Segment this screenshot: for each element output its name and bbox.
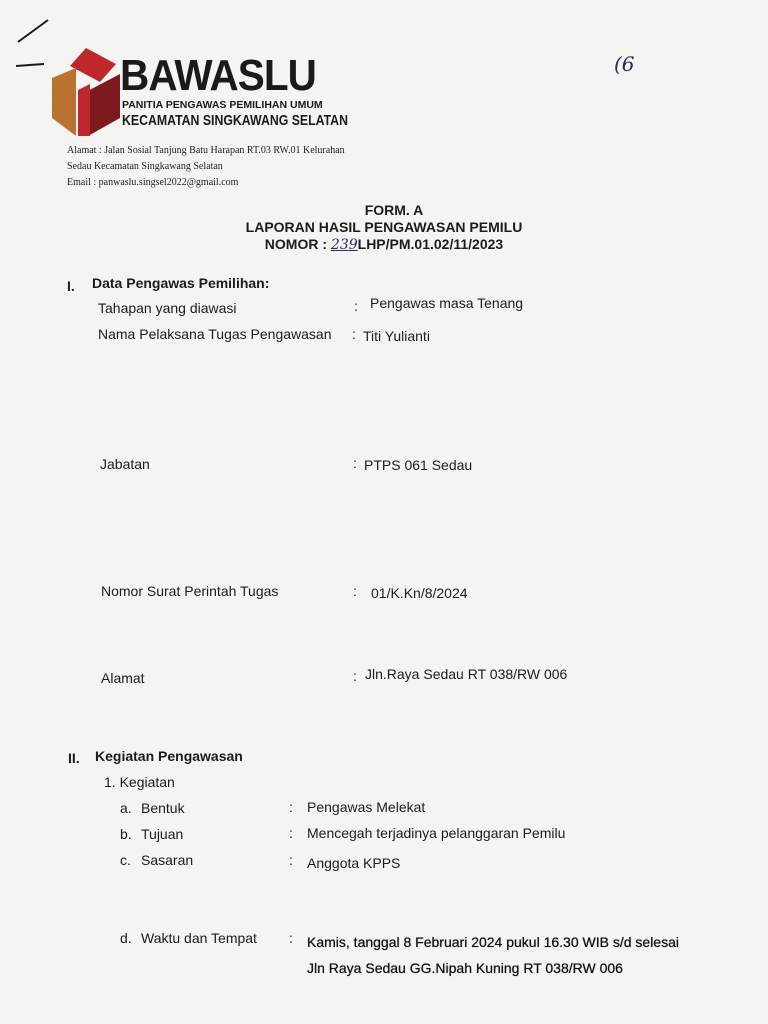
row-label: Tahapan yang diawasi (98, 300, 237, 316)
section-1-number: I. (67, 278, 75, 294)
row-label: Nomor Surat Perintah Tugas (101, 583, 279, 599)
org-subtitle-1: PANITIA PENGAWAS PEMILIHAN UMUM (122, 99, 323, 111)
address-line-1: Alamat : Jalan Sosial Tanjung Batu Harapan RT.03 RW.01 Kelurahan (67, 145, 345, 156)
item-value: Kamis, tanggal 8 Februari 2024 pukul 16.30 WIB s/d selesai (307, 934, 679, 950)
item-value: Pengawas Melekat (307, 799, 426, 815)
row-colon: : (353, 668, 357, 684)
item-colon: : (289, 799, 293, 815)
item-letter: a. (120, 800, 132, 816)
section-2-number: II. (68, 750, 80, 766)
report-number (0, 236, 768, 253)
item-label: Tujuan (141, 826, 184, 842)
email-line: Email : panwaslu.singsel2022@gmail.com (67, 177, 239, 188)
section-2-title: Kegiatan Pengawasan (95, 748, 243, 764)
row-value: Pengawas masa Tenang (370, 295, 524, 311)
item-colon: : (289, 852, 293, 868)
bawaslu-logo-icon (48, 44, 124, 140)
row-label: Alamat (101, 670, 145, 686)
row-label: Jabatan (100, 456, 150, 472)
item-letter: b. (120, 826, 132, 842)
item-letter: c. (120, 852, 131, 868)
row-colon: : (354, 298, 358, 314)
report-title: LAPORAN HASIL PENGAWASAN PEMILU (245, 219, 523, 235)
section-1-title: Data Pengawas Pemilihan: (92, 275, 270, 291)
subsection-title: 1. Kegiatan (104, 774, 175, 790)
item-colon: : (289, 825, 293, 841)
form-title: FORM. A (364, 202, 424, 218)
row-value: PTPS 061 Sedau (364, 457, 473, 473)
row-colon: : (353, 455, 357, 471)
item-value: Mencegah terjadinya pelanggaran Pemilu (307, 825, 566, 841)
item-value-line-2: Jln Raya Sedau GG.Nipah Kuning RT 038/RW 006 (307, 960, 623, 976)
item-colon: : (289, 930, 293, 946)
org-subtitle-2: KECAMATAN SINGKAWANG SELATAN (122, 112, 348, 129)
page-number-handwritten: (6 (614, 52, 635, 76)
item-label: Sasaran (141, 852, 194, 868)
row-label: Nama Pelaksana Tugas Pengawasan (98, 326, 332, 342)
number-suffix: LHP/PM.01.02/11/2023 (357, 236, 504, 252)
address-line-2: Sedau Kecamatan Singkawang Selatan (67, 161, 223, 172)
item-label: Bentuk (141, 800, 185, 816)
number-prefix: NOMOR : (264, 236, 331, 252)
item-value: Anggota KPPS (307, 855, 401, 871)
number-handwritten: 239 (330, 237, 358, 253)
item-label: Waktu dan Tempat (141, 930, 257, 946)
row-value: Jln.Raya Sedau RT 038/RW 006 (365, 666, 568, 682)
row-value: 01/K.Kn/8/2024 (371, 585, 468, 601)
row-value: Titi Yulianti (363, 328, 430, 344)
org-name: BAWASLU (120, 51, 316, 100)
row-colon: : (352, 326, 356, 342)
row-colon: : (353, 583, 357, 599)
item-letter: d. (120, 930, 132, 946)
